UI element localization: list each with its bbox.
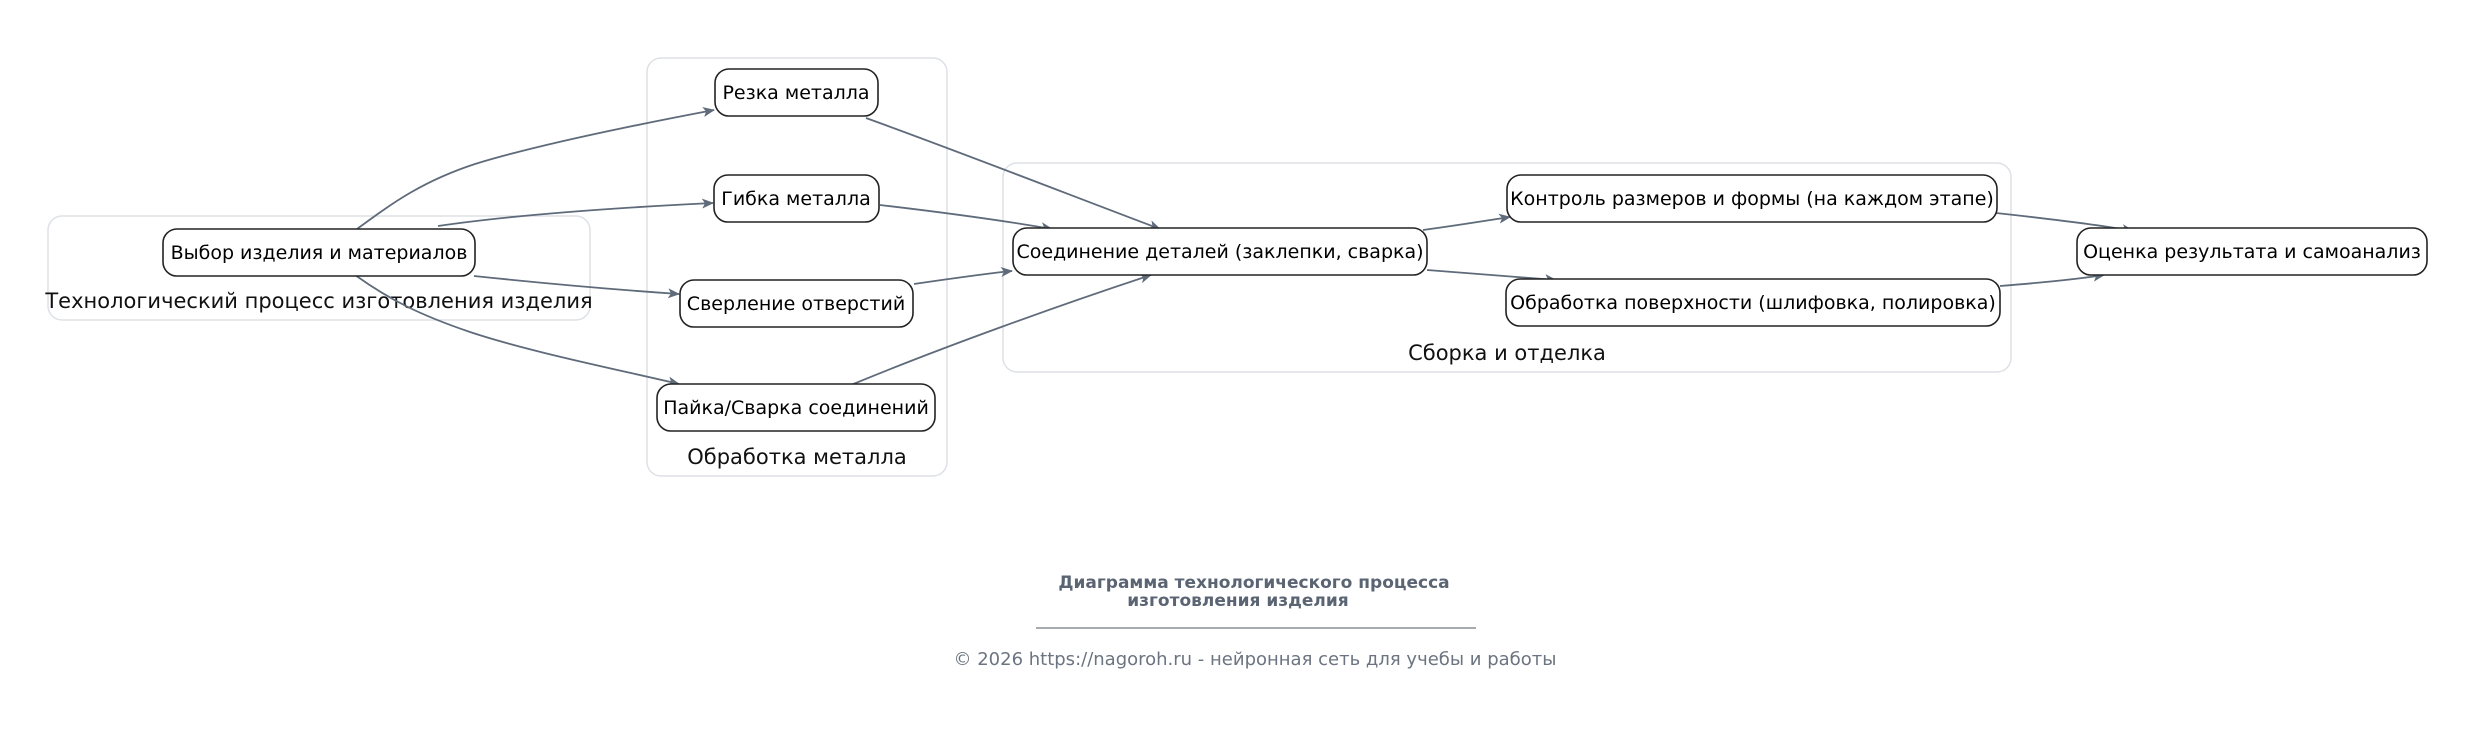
node-control: [1507, 175, 1997, 222]
diagram-caption: [953, 573, 1556, 670]
cluster-metal-label: Обработка металла: [687, 445, 907, 469]
node-select: [163, 229, 475, 276]
node-eval-label: Оценка результата и самоанализ: [2083, 241, 2421, 263]
node-solder: [657, 384, 935, 431]
caption-title-line2: изготовления изделия: [1127, 591, 1349, 611]
node-cut-label: Резка металла: [722, 82, 870, 104]
node-join: [1013, 228, 1427, 275]
node-finish: [1506, 279, 2000, 326]
node-finish-label: Обработка поверхности (шлифовка, полировка): [1510, 292, 1996, 314]
node-join-label: Соединение деталей (заклепки, сварка): [1016, 241, 1424, 263]
node-bend-label: Гибка металла: [721, 188, 871, 210]
cluster-main-label: Технологический процесс изготовления изделия: [45, 289, 593, 313]
node-drill-label: Сверление отверстий: [686, 293, 906, 315]
node-solder-label: Пайка/Сварка соединений: [663, 397, 929, 419]
node-select-label: Выбор изделия и материалов: [170, 242, 468, 264]
caption-title-line1: Диаграмма технологического процесса: [1058, 573, 1450, 593]
cluster-assembly-label: Сборка и отделка: [1408, 341, 1606, 365]
node-cut: [715, 69, 878, 116]
node-drill: [680, 280, 913, 327]
edge-finish-eval: [2000, 275, 2104, 286]
node-bend: [714, 175, 879, 222]
node-control-label: Контроль размеров и формы (на каждом этапе): [1510, 188, 1994, 210]
caption-footer: © 2026 https://nagoroh.ru - нейронная сеть для учебы и работы: [953, 649, 1557, 670]
node-eval: [2077, 228, 2427, 275]
